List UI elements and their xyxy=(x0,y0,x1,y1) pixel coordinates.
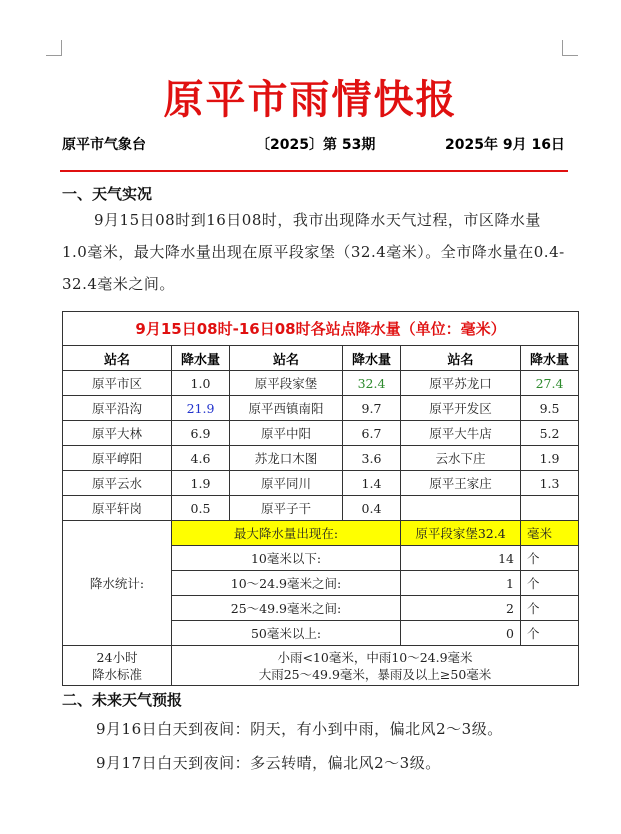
station-name: 原平王家庄 xyxy=(401,471,521,496)
station-name: 原平中阳 xyxy=(230,421,343,446)
table-row xyxy=(63,446,579,471)
rainfall-value: 1.9 xyxy=(521,446,579,471)
page-corner-mark-left xyxy=(46,40,62,56)
range-label: 25～49.9毫米之间: xyxy=(172,596,401,621)
range-count: 0 xyxy=(401,621,521,646)
station-name: 云水下庄 xyxy=(401,446,521,471)
rainfall-value: 3.6 xyxy=(343,446,401,471)
standard-line: 大雨25～49.9毫米，暴雨及以上≥50毫米 xyxy=(258,666,492,682)
station-name: 原平子干 xyxy=(230,496,343,521)
range-count: 1 xyxy=(401,571,521,596)
range-label: 10～24.9毫米之间: xyxy=(172,571,401,596)
standard-line: 小雨<10毫米，中雨10～24.9毫米 xyxy=(277,649,473,665)
issue-number: 〔2025〕第 53期 xyxy=(256,137,376,153)
rainfall-value: 21.9 xyxy=(172,396,230,421)
table-row xyxy=(63,421,579,446)
section-heading-observation: 一、天气实况 xyxy=(62,185,153,203)
max-rainfall-unit: 毫米 xyxy=(521,521,579,546)
station-name: 原平市区 xyxy=(63,371,172,396)
rainfall-table xyxy=(62,311,579,686)
table-row xyxy=(63,471,579,496)
standard-label-line: 24小时 xyxy=(96,649,138,665)
table-header-row xyxy=(63,346,579,371)
issuer-name: 原平市气象台 xyxy=(62,137,146,153)
forecast-line: 9月16日白天到夜间：阴天，有小到中雨，偏北风2～3级。 xyxy=(96,720,503,738)
table-title: 9月15日08时-16日08时各站点降水量（单位：毫米） xyxy=(63,312,579,346)
column-header: 降水量 xyxy=(521,346,579,371)
rainfall-value: 32.4 xyxy=(343,371,401,396)
rainfall-value: 6.7 xyxy=(343,421,401,446)
forecast-line: 9月17日白天到夜间：多云转晴，偏北风2～3级。 xyxy=(96,754,441,772)
station-name: 原平大林 xyxy=(63,421,172,446)
station-name: 原平段家堡 xyxy=(230,371,343,396)
range-unit: 个 xyxy=(521,571,579,596)
station-name: 苏龙口木图 xyxy=(230,446,343,471)
table-row xyxy=(63,396,579,421)
table-row xyxy=(63,371,579,396)
column-header: 降水量 xyxy=(172,346,230,371)
range-count: 14 xyxy=(401,546,521,571)
range-count: 2 xyxy=(401,596,521,621)
rainfall-value xyxy=(521,496,579,521)
stats-row-max xyxy=(63,521,579,546)
rainfall-value: 5.2 xyxy=(521,421,579,446)
page-corner-mark-right xyxy=(562,40,578,56)
rainfall-value: 4.6 xyxy=(172,446,230,471)
column-header: 站名 xyxy=(401,346,521,371)
table-row xyxy=(63,496,579,521)
rainfall-value: 1.9 xyxy=(172,471,230,496)
rainfall-value: 6.9 xyxy=(172,421,230,446)
range-unit: 个 xyxy=(521,546,579,571)
standard-label-line: 降水标准 xyxy=(91,666,142,682)
header-divider xyxy=(60,170,568,172)
range-unit: 个 xyxy=(521,596,579,621)
rainfall-value: 27.4 xyxy=(521,371,579,396)
station-name: 原平西镇南阳 xyxy=(230,396,343,421)
station-name: 原平苏龙口 xyxy=(401,371,521,396)
rainfall-value: 1.3 xyxy=(521,471,579,496)
range-label: 10毫米以下: xyxy=(172,546,401,571)
range-label: 50毫米以上: xyxy=(172,621,401,646)
rainfall-value: 0.4 xyxy=(343,496,401,521)
station-name: 原平崞阳 xyxy=(63,446,172,471)
rainfall-value: 0.5 xyxy=(172,496,230,521)
column-header: 站名 xyxy=(63,346,172,371)
station-name xyxy=(401,496,521,521)
standard-row xyxy=(63,646,579,686)
station-name: 原平云水 xyxy=(63,471,172,496)
column-header: 降水量 xyxy=(343,346,401,371)
standard-label xyxy=(63,646,172,686)
section-heading-forecast: 二、未来天气预报 xyxy=(62,691,183,709)
station-name: 原平沿沟 xyxy=(63,396,172,421)
station-name: 原平轩岗 xyxy=(63,496,172,521)
rainfall-value: 1.0 xyxy=(172,371,230,396)
issue-date: 2025年 9月 16日 xyxy=(445,137,565,153)
max-rainfall-station: 原平段家堡32.4 xyxy=(401,521,521,546)
standard-text xyxy=(172,646,579,686)
rainfall-value: 1.4 xyxy=(343,471,401,496)
rainfall-value: 9.7 xyxy=(343,396,401,421)
table-title-row xyxy=(63,312,579,346)
rainfall-value: 9.5 xyxy=(521,396,579,421)
station-name: 原平开发区 xyxy=(401,396,521,421)
column-header: 站名 xyxy=(230,346,343,371)
observation-paragraph: 9月15日08时到16日08时，我市出现降水天气过程，市区降水量1.0毫米，最大降水量出现在原平段家堡（32.4毫米）。全市降水量在0.4-32.4毫米之间。 xyxy=(62,211,565,293)
station-name: 原平同川 xyxy=(230,471,343,496)
stats-label: 降水统计: xyxy=(63,521,172,646)
station-name: 原平大牛店 xyxy=(401,421,521,446)
range-unit: 个 xyxy=(521,621,579,646)
max-rainfall-label: 最大降水量出现在: xyxy=(172,521,401,546)
report-title: 原平市雨情快报 xyxy=(163,77,458,123)
